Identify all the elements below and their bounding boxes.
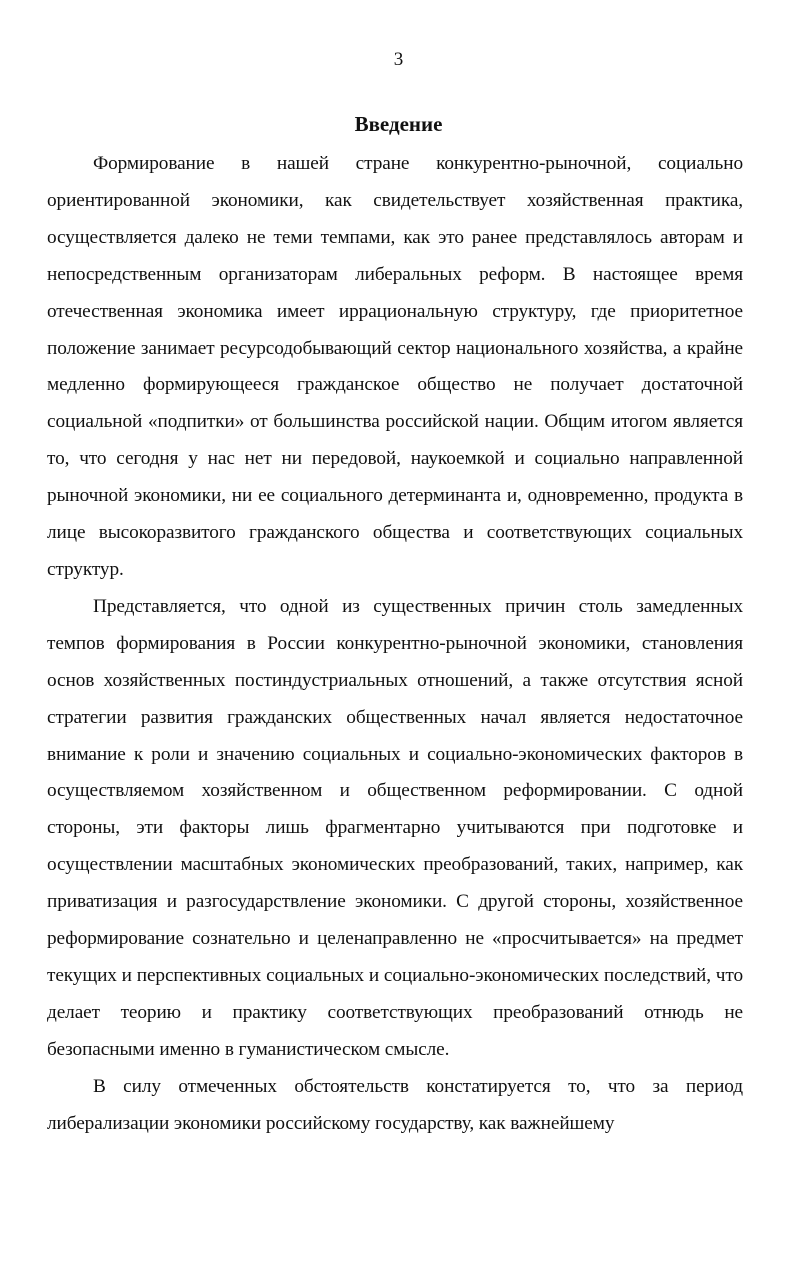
body-text bbox=[47, 146, 743, 1142]
section-title: Введение bbox=[354, 112, 443, 136]
page-number: 3 bbox=[393, 49, 404, 70]
paragraph-1: Формирование в нашей стране конкурентно-рыночной, социально ориентированной экономики, как свидетельствует хозяйственная практика, осуществляется далеко не теми темпами, как это ранее представлялось авторам и непосредственным организаторам либеральных реформ. В настоящее время отечественная экономика имеет иррациональную структуру, где приоритетное положение занимает ресурсодобывающий сектор национального хозяйства, а крайне медленно формирующееся гражданское общество не получает достаточной социальной «подпитки» от большинства российской нации. Общим итогом является то, что сегодня у нас нет ни передовой, наукоемкой и социально направленной рыночной экономики, ни ее социального детерминанта и, одновременно, продукта в лице высокоразвитого гражданского общества и соответствующих социальных структур. bbox=[47, 153, 743, 580]
paragraph-3: В силу отмеченных обстоятельств констатируется то, что за период либерализации экономики российскому государству, как важнейшему bbox=[47, 1075, 743, 1134]
paragraph-2: Представляется, что одной из существенных причин столь замедленных темпов формирования в России конкурентно-рыночной экономики, становления основ хозяйственных постиндустриальных отношений, а также отсутствия ясной стратегии развития гражданских общественных начал является недостаточное внимание к роли и значению социальных и социально-экономических факторов в осуществляемом хозяйственном и общественном реформировании. С одной стороны, эти факторы лишь фрагментарно учитываются при подготовке и осуществлении масштабных экономических преобразований, таких, например, как приватизация и разгосударствление экономики. С другой стороны, хозяйственное реформирование сознательно и целенаправленно не «просчитывается» на предмет текущих и перспективных социальных и социально-экономических последствий, что делает теорию и практику соответствующих преобразований отнюдь не безопасными именно в гуманистическом смысле. bbox=[47, 595, 743, 1060]
